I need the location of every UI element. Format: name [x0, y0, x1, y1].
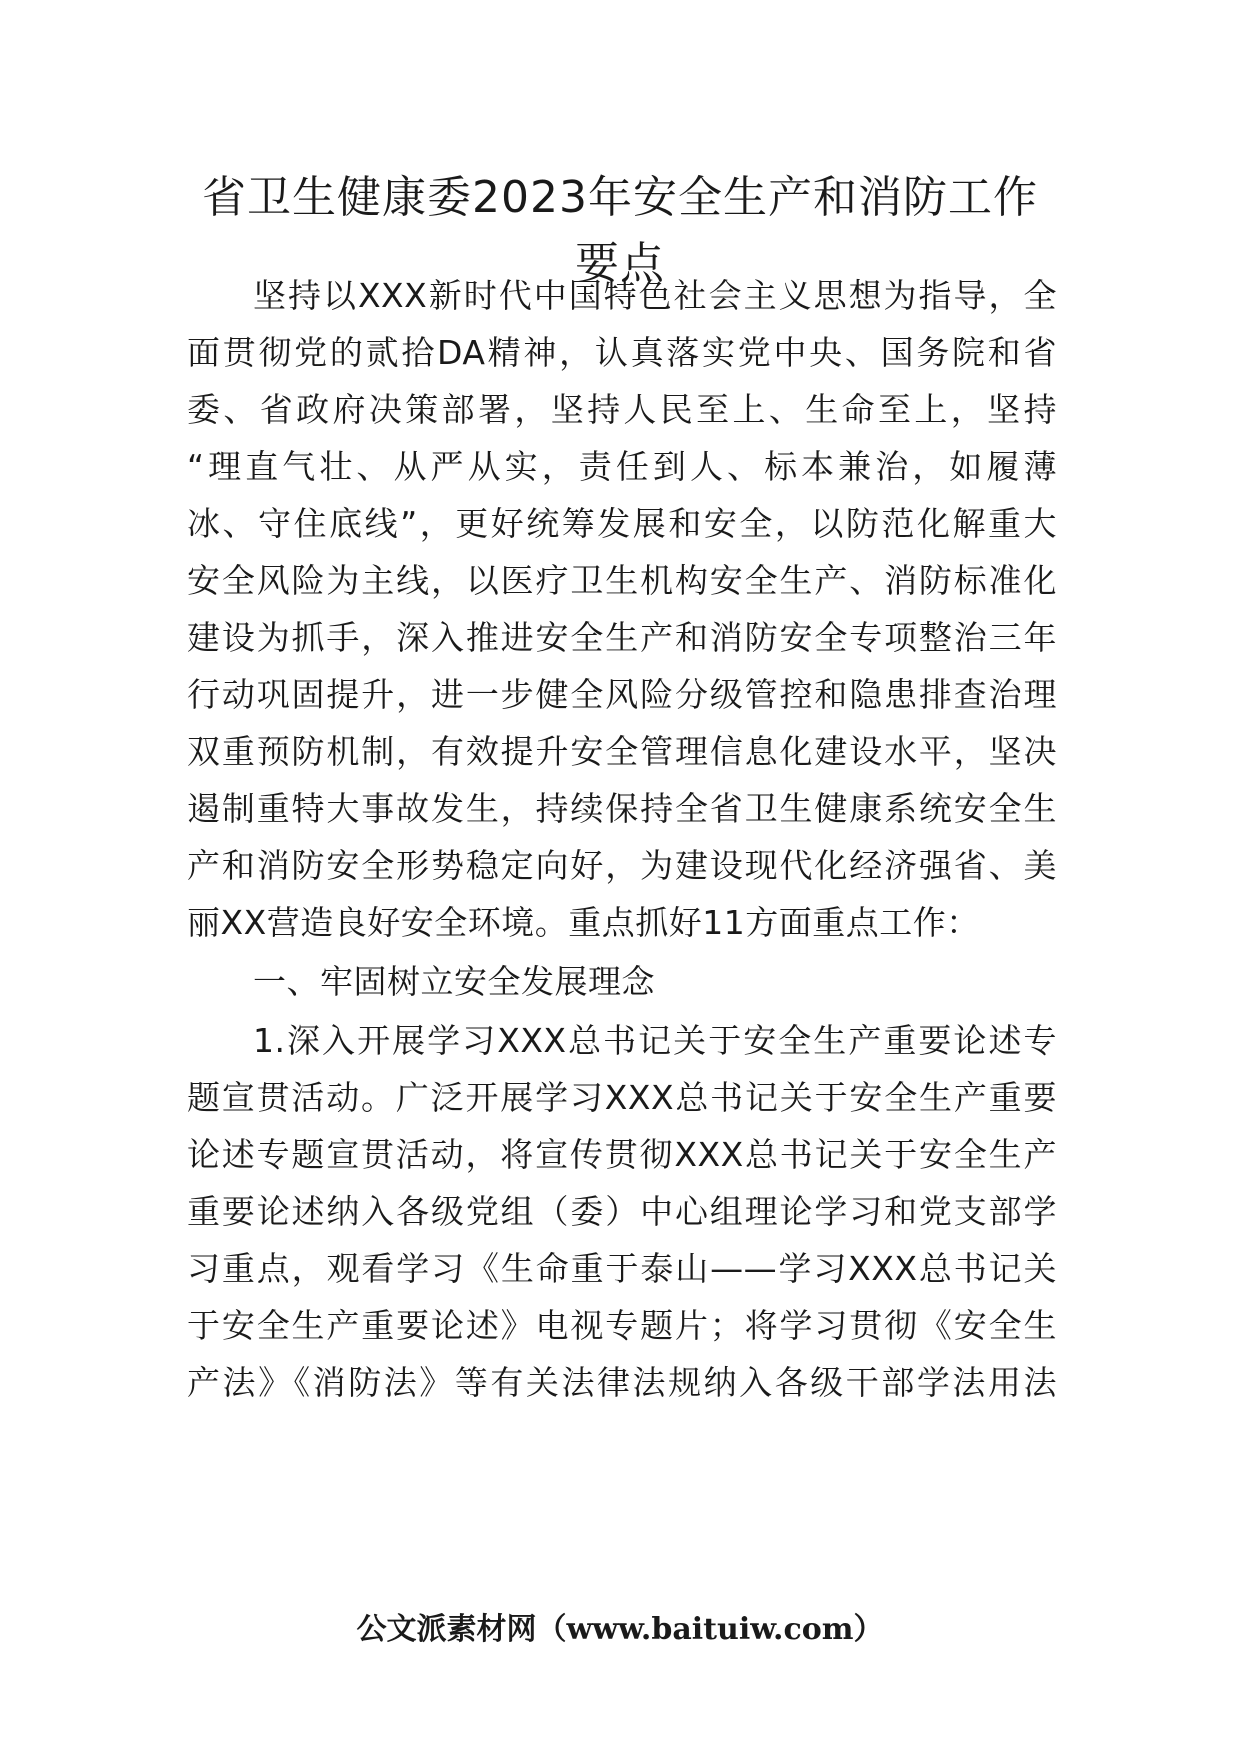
paragraph-line: 安全风险为主线，以医疗卫生机构安全生产、消防标准化 [187, 561, 1057, 600]
paragraph-line: 委、省政府决策部署，坚持人民至上、生命至上，坚持 [187, 390, 1057, 429]
paragraph-line: 产和消防安全形势稳定向好，为建设现代化经济强省、美 [187, 846, 1057, 885]
paragraph-line: 行动巩固提升，进一步健全风险分级管控和隐患排查治理 [187, 675, 1057, 714]
paragraph-line: 建设为抓手，深入推进安全生产和消防安全专项整治三年 [187, 618, 1057, 657]
paragraph-line: 遏制重特大事故发生，持续保持全省卫生健康系统安全生 [187, 789, 1057, 828]
footer-watermark-text: 公文派素材网（www.baituiw.com） [356, 1612, 884, 1647]
paragraph-line: “理直气壮、从严从实，责任到人、标本兼治，如履薄 [187, 447, 1057, 486]
paragraph-line: 丽XX营造良好安全环境。重点抓好11方面重点工作： [187, 903, 980, 942]
subsection-line: 1.深入开展学习XXX总书记关于安全生产重要论述专 [253, 1021, 1057, 1060]
document-title-line-1: 省卫生健康委2023年安全生产和消防工作 [202, 172, 1038, 223]
paragraph-line: 冰、守住底线”，更好统筹发展和安全，以防范化解重大 [187, 504, 1057, 543]
paragraph-line: 面贯彻党的贰拾DA精神，认真落实党中央、国务院和省 [187, 333, 1057, 372]
paragraph-line: 论述专题宣贯活动，将宣传贯彻XXX总书记关于安全生产 [187, 1135, 1057, 1174]
section-heading: 一、牢固树立安全发展理念 [253, 962, 655, 1001]
paragraph-line: 题宣贯活动。广泛开展学习XXX总书记关于安全生产重要 [187, 1078, 1057, 1117]
paragraph-line: 重要论述纳入各级党组（委）中心组理论学习和党支部学 [187, 1192, 1057, 1231]
paragraph-line: 习重点，观看学习《生命重于泰山——学习XXX总书记关 [187, 1249, 1057, 1288]
document-title-line-2: 要点 [575, 238, 665, 289]
paragraph-line: 产法》《消防法》等有关法律法规纳入各级干部学法用法 [187, 1363, 1057, 1402]
paragraph-line: 双重预防机制，有效提升安全管理信息化建设水平，坚决 [187, 732, 1057, 771]
paragraph-line: 于安全生产重要论述》电视专题片；将学习贯彻《安全生 [187, 1306, 1057, 1345]
paragraph-line: 坚持以XXX新时代中国特色社会主义思想为指导，全 [253, 276, 1057, 315]
